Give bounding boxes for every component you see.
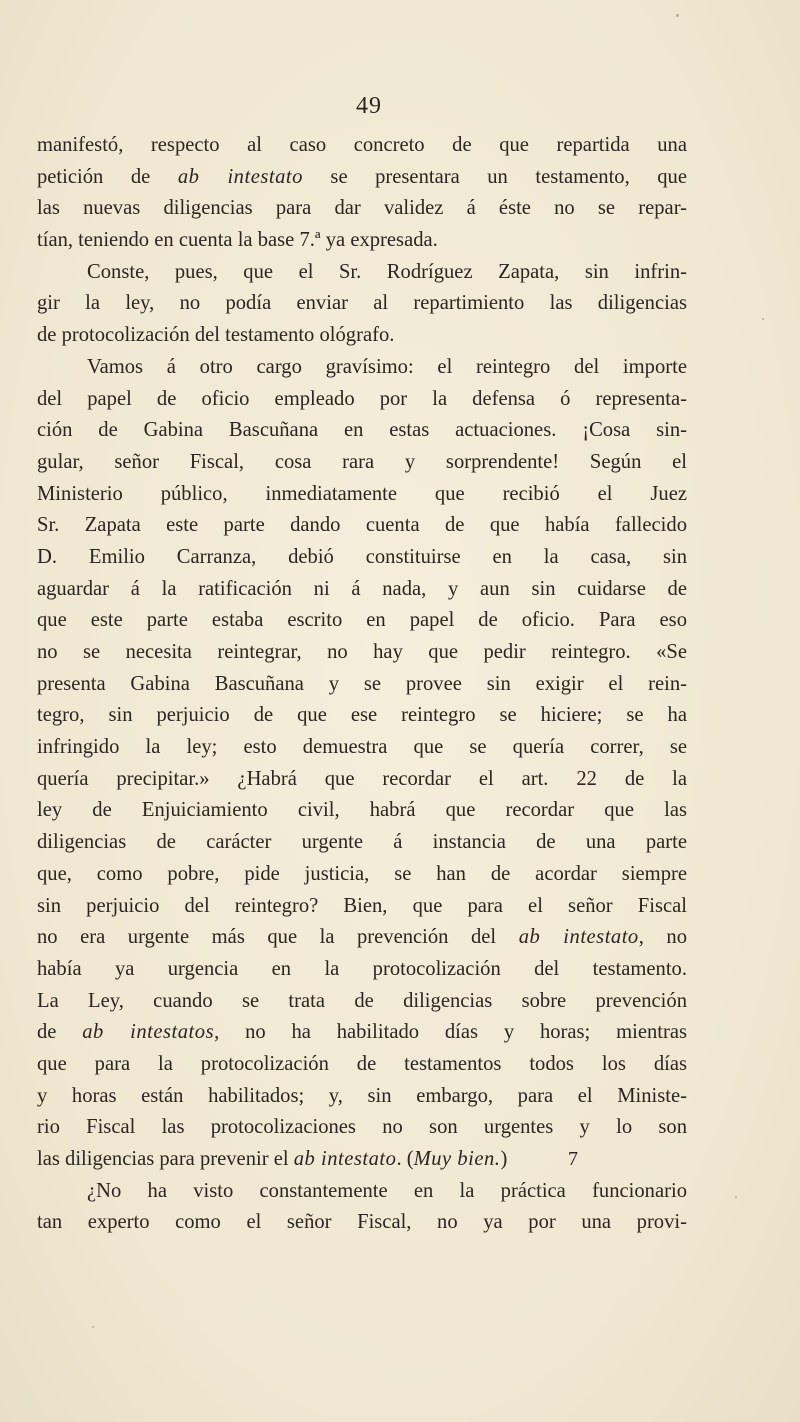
text-segment: no era urgente más que la prevención del	[37, 926, 519, 949]
italic-phrase: Muy bien.	[413, 1148, 501, 1170]
text-line: D. Emilio Carranza, debió constituirse en la casa, sin	[37, 545, 687, 568]
text-line: tan experto como el señor Fiscal, no ya por una provi-	[37, 1211, 687, 1234]
text-line: Vamos á otro cargo gravísimo: el reintegro del importe	[87, 355, 687, 378]
text-segment: petición de	[37, 165, 178, 188]
text-segment: , no ha habilitado días y horas; mientras	[214, 1021, 687, 1044]
paper-speck	[735, 1196, 737, 1198]
text-line: que este parte estaba escrito en papel de oficio. Para eso	[37, 609, 687, 632]
text-segment: , no	[638, 926, 687, 949]
paper-speck	[762, 318, 764, 320]
text-line	[37, 1144, 687, 1176]
text-line	[37, 1017, 687, 1049]
page-number: 49	[356, 93, 382, 119]
italic-phrase: ab intestatos	[82, 1021, 215, 1044]
text-line: ley de Enjuiciamiento civil, habrá que recordar que las	[37, 799, 687, 822]
text-line: sin perjuicio del reintegro? Bien, que para el señor Fiscal	[37, 894, 687, 917]
text-line: que, como pobre, pide justicia, se han de acordar siempre	[37, 862, 687, 885]
text-line: ¿No ha visto constantemente en la práctica funcionario	[87, 1179, 687, 1202]
text-segment: . (	[396, 1148, 414, 1170]
text-line: quería precipitar.» ¿Habrá que recordar el art. 22 de la	[37, 767, 687, 790]
text-line: del papel de oficio empleado por la defensa ó representa-	[37, 387, 687, 410]
italic-phrase: ab intestato	[177, 165, 303, 188]
text-line	[37, 162, 687, 194]
italic-phrase: ab intestato	[518, 926, 639, 949]
text-line: gir la ley, no podía enviar al repartimiento las diligencias	[37, 292, 687, 315]
text-line: La Ley, cuando se trata de diligencias sobre prevención	[37, 989, 687, 1012]
text-line: Sr. Zapata este parte dando cuenta de que había fallecido	[37, 514, 687, 537]
text-line: las nuevas diligencias para dar validez á éste no se repar-	[37, 197, 687, 220]
text-line: y horas están habilitados; y, sin embargo, para el Ministe-	[37, 1084, 687, 1107]
text-line: Conste, pues, que el Sr. Rodríguez Zapata, sin infrin-	[87, 260, 687, 283]
text-segment: de	[37, 1021, 83, 1044]
text-line: tegro, sin perjuicio de que ese reintegro se hiciere; se ha	[37, 704, 687, 727]
text-line: de protocolización del testamento ológrafo.	[37, 324, 395, 347]
text-line: Ministerio público, inmediatamente que recibió el Juez	[37, 482, 687, 505]
text-line: que para la protocolización de testamentos todos los días	[37, 1052, 687, 1075]
text-segment: se presentara un testamento, que	[302, 165, 687, 188]
text-line: ción de Gabina Bascuñana en estas actuaciones. ¡Cosa sin-	[37, 419, 687, 442]
text-line: rio Fiscal las protocolizaciones no son urgentes y lo son	[37, 1116, 687, 1139]
text-line: manifestó, respecto al caso concreto de que repartida una	[37, 134, 687, 156]
text-line: presenta Gabina Bascuñana y se provee sin exigir el rein-	[37, 672, 687, 695]
paper-speck	[92, 1326, 94, 1328]
text-line: aguardar á la ratificación ni á nada, y aun sin cuidarse de	[37, 577, 687, 600]
text-segment: las diligencias para prevenir el	[37, 1148, 294, 1170]
text-segment: )	[500, 1148, 508, 1170]
italic-phrase: ab intestato	[293, 1148, 397, 1170]
body-text	[37, 130, 687, 1239]
text-line: gular, señor Fiscal, cosa rara y sorprendente! Según el	[37, 450, 687, 473]
paper-speck	[676, 14, 679, 17]
text-line: diligencias de carácter urgente á instancia de una parte	[37, 831, 687, 854]
text-line: había ya urgencia en la protocolización del testamento.	[37, 957, 687, 980]
text-line	[37, 922, 687, 954]
text-line: tían, teniendo en cuenta la base 7.ª ya expresada.	[37, 229, 438, 252]
text-line: no se necesita reintegrar, no hay que pedir reintegro. «Se	[37, 641, 687, 663]
text-line: infringido la ley; esto demuestra que se quería correr, se	[37, 736, 687, 759]
signature-mark: 7	[568, 1148, 578, 1170]
